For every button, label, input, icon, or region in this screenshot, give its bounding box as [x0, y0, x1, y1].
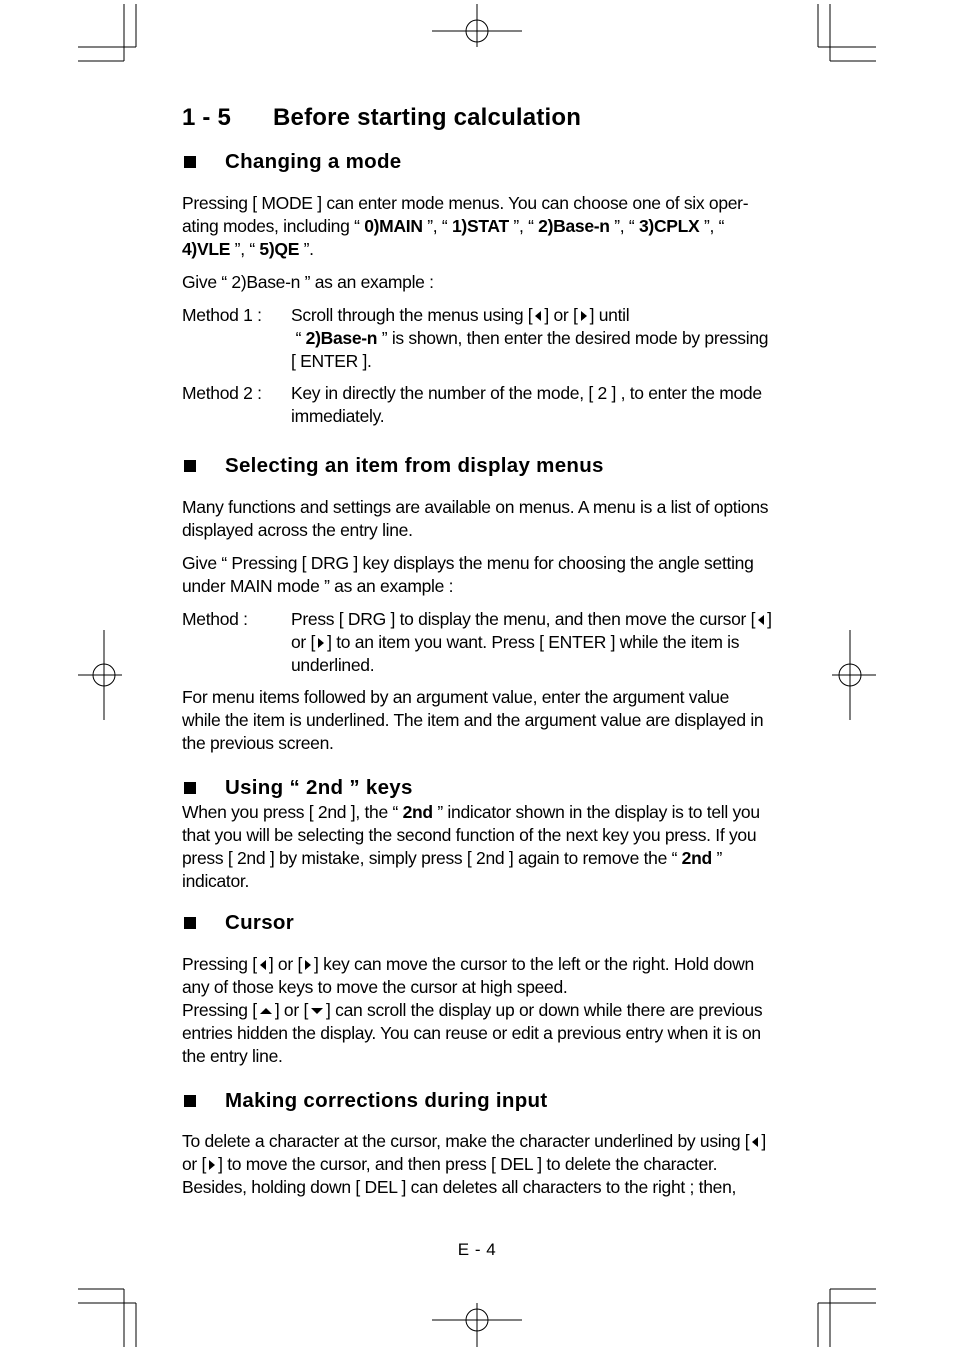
up-arrow-icon — [260, 1008, 272, 1014]
heading-selecting-menus: Selecting an item from display menus — [182, 454, 772, 478]
heading-cursor: Cursor — [182, 911, 772, 935]
mode-method-1: Method 1 : Scroll through the menus using [ ] or [ ] until “ 2)Base-n ” is shown, then enter the desired mode by pressing [ ENTER ]. — [182, 305, 769, 371]
heading-corrections: Making corrections during input — [182, 1089, 772, 1113]
mode-method-2: Method 2 : Key in directly the number of the mode, [ 2 ] , to enter the mode immediately. — [182, 383, 762, 426]
right-arrow-icon — [305, 960, 311, 970]
second-p: When you press [ 2nd ], the “ 2nd ” indicator shown in the display is to tell you that you will be selecting the second function of the next key you press. If you press [ 2nd ] by mistake, simply press [ 2nd ] again to remove the “ 2nd ” indicator. — [182, 802, 760, 891]
square-bullet-icon — [184, 917, 196, 929]
corrections-p: To delete a character at the cursor, make the character underlined by using [ ] or [ ] to move the cursor, and then press [ DEL ] to delete the character. Besides, holding down [ DEL ] can deletes all characters to the right ; then, — [182, 1131, 766, 1197]
heading-changing-mode: Changing a mode — [182, 150, 772, 174]
left-arrow-icon — [758, 615, 764, 625]
cursor-p1: Pressing [ ] or [ ] key can move the cursor to the left or the right. Hold down any of those keys to move the cursor at high speed. — [182, 954, 754, 997]
menus-p1: Many functions and settings are available on menus. A menu is a list of options displayed across the entry line. — [182, 497, 769, 540]
square-bullet-icon — [184, 782, 196, 794]
right-arrow-icon — [209, 1160, 215, 1170]
page-number: E - 4 — [457, 1240, 497, 1259]
mode-example: Give “ 2)Base-n ” as an example : — [182, 272, 434, 292]
section-title: 1 - 5 Before starting calculation — [182, 104, 582, 131]
right-arrow-icon — [581, 311, 587, 321]
down-arrow-icon — [311, 1008, 323, 1014]
right-arrow-icon — [318, 638, 324, 648]
square-bullet-icon — [184, 156, 196, 168]
page-content — [182, 104, 772, 1199]
square-bullet-icon — [184, 460, 196, 472]
menus-method: Method : Press [ DRG ] to display the menu, and then move the cursor [ ] or [ ] to an item you want. Press [ ENTER ] while the item is underlined. — [182, 609, 772, 675]
section-number: 1 - 5 — [182, 104, 232, 131]
left-arrow-icon — [752, 1137, 758, 1147]
left-arrow-icon — [260, 960, 266, 970]
square-bullet-icon — [184, 1095, 196, 1107]
menus-p2: Give “ Pressing [ DRG ] key displays the menu for choosing the angle setting under MAIN mode ” as an example : — [182, 553, 754, 596]
mode-intro: Pressing [ MODE ] can enter mode menus. You can choose one of six oper-ating modes, including “ 0)MAIN ”, “ 1)STAT ”, “ 2)Base-n ”, “ 3)CPLX ”, “ 4)VLE ”, “ 5)QE ”. — [182, 193, 749, 259]
left-arrow-icon — [535, 311, 541, 321]
heading-using-2nd: Using “ 2nd ” keys — [182, 776, 772, 800]
menus-p3: For menu items followed by an argument value, enter the argument value while the item is underlined. The item and the argument value are displayed in the previous screen. — [182, 687, 764, 753]
cursor-p2: Pressing [ ] or [ ] can scroll the display up or down while there are previous entries hidden the display. You can reuse or edit a previous entry when it is on the entry line. — [182, 1000, 763, 1066]
